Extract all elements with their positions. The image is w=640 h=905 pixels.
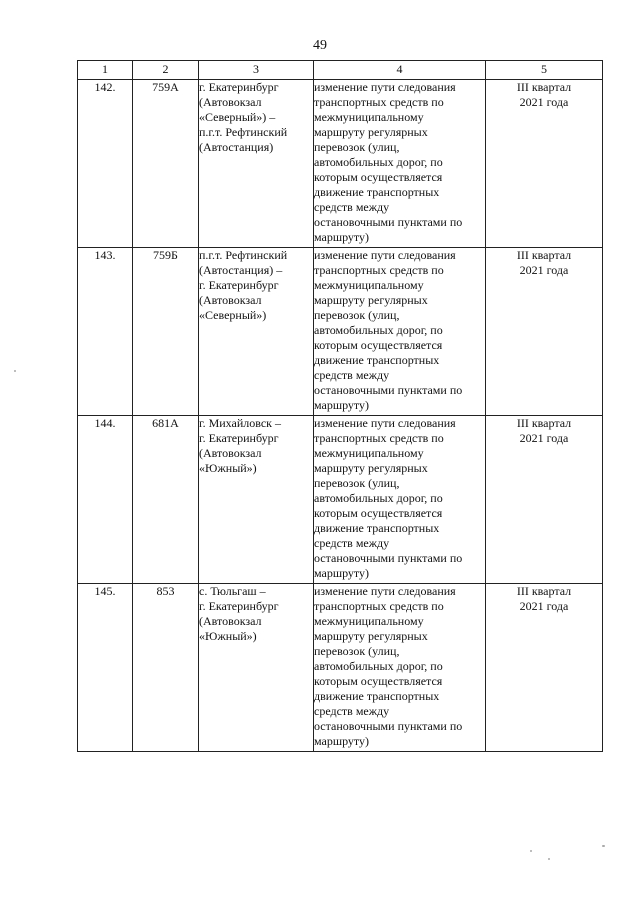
change-description-line: автомобильных дорог, по — [314, 155, 443, 169]
change-description-line: перевозок (улиц, — [314, 644, 400, 658]
change-description-line: перевозок (улиц, — [314, 476, 400, 490]
change-description-line: транспортных средств по — [314, 95, 444, 109]
column-header-4: 4 — [314, 61, 486, 80]
change-description-line: межмуниципальному — [314, 278, 424, 292]
change-description-line: транспортных средств по — [314, 431, 444, 445]
route-direction-line: (Автовокзал — [199, 293, 262, 307]
implementation-term-line: 2021 года — [519, 95, 569, 109]
routes-table — [77, 60, 603, 752]
page-number: 49 — [313, 38, 327, 53]
change-description-line: которым осуществляется — [314, 338, 443, 352]
implementation-term-line: III квартал — [516, 248, 572, 262]
route-direction-line: п.г.т. Рефтинский — [199, 125, 288, 139]
change-description — [314, 584, 486, 752]
route-direction-line: (Автовокзал — [199, 614, 262, 628]
change-description-line: средств между — [314, 368, 390, 382]
change-description-line: движение транспортных — [314, 689, 440, 703]
row-number: 143. — [78, 248, 133, 416]
scan-speck — [14, 370, 16, 372]
route-direction-line: г. Екатеринбург — [199, 80, 279, 94]
change-description-line: транспортных средств по — [314, 599, 444, 613]
change-description-line: движение транспортных — [314, 353, 440, 367]
route-number: 853 — [133, 584, 199, 752]
change-description-line: маршруту) — [314, 734, 370, 748]
implementation-term-line: 2021 года — [519, 431, 569, 445]
route-direction — [199, 248, 314, 416]
change-description-line: средств между — [314, 536, 390, 550]
change-description-line: изменение пути следования — [314, 80, 456, 94]
scan-speck — [548, 858, 550, 860]
change-description-line: автомобильных дорог, по — [314, 491, 443, 505]
route-direction — [199, 584, 314, 752]
change-description-line: перевозок (улиц, — [314, 140, 400, 154]
route-direction-line: г. Михайловск – — [199, 416, 281, 430]
route-direction-line: «Северный») – — [199, 110, 276, 124]
route-direction-line: г. Екатеринбург — [199, 431, 279, 445]
change-description-line: средств между — [314, 200, 390, 214]
change-description-line: маршруту регулярных — [314, 293, 428, 307]
change-description-line: маршруту регулярных — [314, 461, 428, 475]
change-description — [314, 248, 486, 416]
scan-speck — [530, 850, 532, 852]
change-description-line: средств между — [314, 704, 390, 718]
change-description-line: маршруту регулярных — [314, 125, 428, 139]
implementation-term-line: III квартал — [516, 80, 572, 94]
route-direction-line: г. Екатеринбург — [199, 278, 279, 292]
change-description-line: автомобильных дорог, по — [314, 323, 443, 337]
route-number: 759Б — [133, 248, 199, 416]
change-description — [314, 416, 486, 584]
route-direction-line: (Автовокзал — [199, 95, 262, 109]
change-description-line: маршруту) — [314, 566, 370, 580]
change-description-line: межмуниципальному — [314, 446, 424, 460]
route-direction-line: (Автостанция) — [199, 140, 274, 154]
column-header-5: 5 — [486, 61, 603, 80]
change-description-line: изменение пути следования — [314, 416, 456, 430]
column-header-1: 1 — [78, 61, 133, 80]
route-direction — [199, 416, 314, 584]
route-number: 681А — [133, 416, 199, 584]
route-direction-line: п.г.т. Рефтинский — [199, 248, 288, 262]
implementation-term — [486, 248, 603, 416]
change-description-line: остановочными пунктами по — [314, 215, 463, 229]
implementation-term-line: 2021 года — [519, 263, 569, 277]
route-number: 759А — [133, 80, 199, 248]
change-description-line: изменение пути следования — [314, 248, 456, 262]
implementation-term — [486, 584, 603, 752]
change-description-line: автомобильных дорог, по — [314, 659, 443, 673]
table-header-row — [78, 61, 603, 80]
column-header-2: 2 — [133, 61, 199, 80]
change-description-line: изменение пути следования — [314, 584, 456, 598]
change-description-line: межмуниципальному — [314, 110, 424, 124]
change-description-line: движение транспортных — [314, 521, 440, 535]
route-direction-line: «Северный») — [199, 308, 267, 322]
route-direction-line: г. Екатеринбург — [199, 599, 279, 613]
change-description-line: которым осуществляется — [314, 674, 443, 688]
row-number: 142. — [78, 80, 133, 248]
table-row — [78, 80, 603, 248]
implementation-term-line: 2021 года — [519, 599, 569, 613]
change-description-line: остановочными пунктами по — [314, 383, 463, 397]
change-description-line: транспортных средств по — [314, 263, 444, 277]
route-direction-line: «Южный») — [199, 461, 257, 475]
change-description-line: маршруту регулярных — [314, 629, 428, 643]
change-description-line: остановочными пунктами по — [314, 551, 463, 565]
change-description-line: межмуниципальному — [314, 614, 424, 628]
table-row — [78, 248, 603, 416]
implementation-term-line: III квартал — [516, 584, 572, 598]
column-header-3: 3 — [199, 61, 314, 80]
change-description-line: маршруту) — [314, 230, 370, 244]
route-direction-line: с. Тюльгаш – — [199, 584, 266, 598]
route-direction — [199, 80, 314, 248]
route-direction-line: (Автовокзал — [199, 446, 262, 460]
change-description-line: движение транспортных — [314, 185, 440, 199]
change-description-line: которым осуществляется — [314, 170, 443, 184]
route-direction-line: «Южный») — [199, 629, 257, 643]
row-number: 144. — [78, 416, 133, 584]
table-row — [78, 416, 603, 584]
change-description-line: маршруту) — [314, 398, 370, 412]
row-number: 145. — [78, 584, 133, 752]
implementation-term — [486, 416, 603, 584]
table-row — [78, 584, 603, 752]
change-description-line: которым осуществляется — [314, 506, 443, 520]
implementation-term — [486, 80, 603, 248]
route-direction-line: (Автостанция) – — [199, 263, 283, 277]
change-description-line: перевозок (улиц, — [314, 308, 400, 322]
change-description-line: остановочными пунктами по — [314, 719, 463, 733]
scan-speck — [602, 845, 605, 847]
change-description — [314, 80, 486, 248]
implementation-term-line: III квартал — [516, 416, 572, 430]
